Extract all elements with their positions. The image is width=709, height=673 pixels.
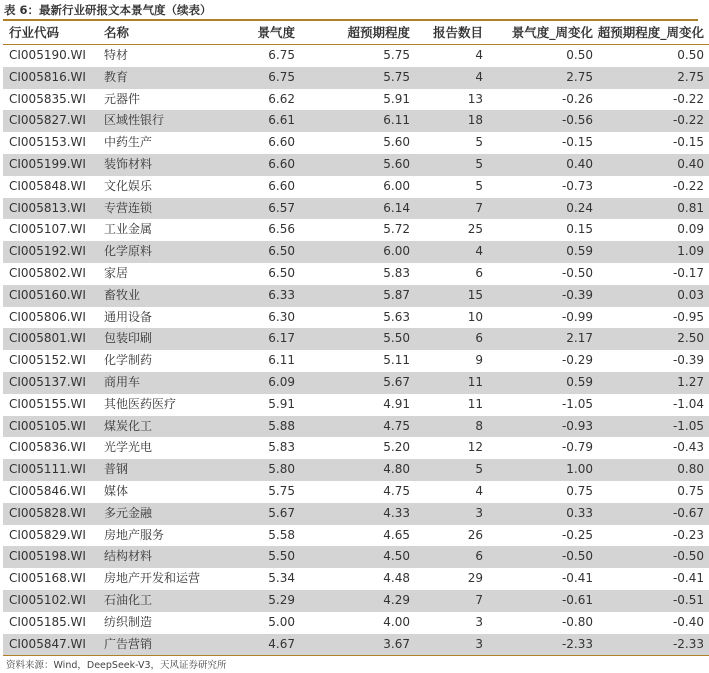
cell-sentiment: 5.75 [268, 483, 295, 498]
table-row [3, 612, 709, 634]
header-name: 名称 [104, 21, 236, 45]
cell-report-count: 18 [410, 110, 483, 132]
cell-sentiment-weekly-change: -0.15 [561, 135, 593, 150]
cell-report-count: 13 [467, 91, 483, 106]
cell-beyond-expectation: 6.00 [295, 241, 410, 263]
cell-beyond-weekly-change: -0.50 [593, 546, 709, 568]
cell-report-count: 11 [410, 372, 483, 394]
table-row [3, 110, 709, 132]
cell-beyond-weekly-change: -1.05 [593, 416, 709, 438]
cell-report-count: 10 [467, 309, 483, 324]
cell-name: 纺织制造 [104, 614, 153, 629]
cell-sentiment-weekly-change: -0.26 [561, 91, 593, 106]
cell-beyond-expectation: 4.00 [383, 614, 410, 629]
cell-report-count: 6 [410, 546, 483, 568]
cell-industry-code: CI005801.WI [3, 328, 104, 350]
cell-name: 通用设备 [104, 309, 153, 324]
cell-report-count: 9 [475, 353, 483, 368]
cell-beyond-expectation: 5.72 [383, 222, 410, 237]
cell-industry-code: CI005137.WI [3, 372, 104, 394]
cell-beyond-expectation: 5.83 [383, 265, 410, 280]
cell-beyond-weekly-change: -0.15 [672, 135, 704, 150]
table-row [3, 394, 709, 416]
cell-industry-code: CI005105.WI [3, 416, 104, 438]
cell-industry-code: CI005829.WI [9, 527, 86, 542]
cell-sentiment-weekly-change: -1.05 [561, 396, 593, 411]
cell-beyond-weekly-change: 2.50 [593, 328, 709, 350]
cell-name: 教育 [104, 67, 236, 89]
cell-name: 结构材料 [104, 546, 236, 568]
cell-beyond-weekly-change: 0.03 [593, 285, 709, 307]
cell-beyond-weekly-change: -0.43 [672, 440, 704, 455]
cell-industry-code: CI005192.WI [3, 241, 104, 263]
cell-report-count: 4 [410, 67, 483, 89]
table-row [3, 568, 709, 590]
table-row [3, 67, 709, 89]
cell-sentiment-weekly-change: -0.39 [483, 285, 593, 307]
cell-name: 区域性银行 [104, 110, 236, 132]
cell-name: 工业金属 [104, 222, 153, 237]
cell-industry-code: CI005107.WI [9, 222, 86, 237]
cell-sentiment: 5.80 [236, 459, 295, 481]
cell-beyond-weekly-change: -0.95 [672, 309, 704, 324]
table-row [3, 328, 709, 350]
cell-sentiment-weekly-change: -0.73 [561, 178, 593, 193]
cell-name: 广告营销 [104, 634, 236, 656]
cell-industry-code: CI005153.WI [9, 135, 86, 150]
cell-report-count: 4 [410, 241, 483, 263]
cell-beyond-weekly-change: -1.04 [672, 396, 704, 411]
cell-sentiment-weekly-change: -0.80 [561, 614, 593, 629]
cell-beyond-weekly-change: -0.23 [672, 527, 704, 542]
cell-name: 房地产服务 [104, 527, 165, 542]
cell-sentiment: 5.91 [268, 396, 295, 411]
cell-sentiment-weekly-change: 2.17 [483, 328, 593, 350]
cell-sentiment: 6.62 [268, 91, 295, 106]
cell-sentiment: 6.60 [268, 135, 295, 150]
cell-beyond-expectation: 5.60 [295, 154, 410, 176]
cell-sentiment: 5.50 [236, 546, 295, 568]
table-row [3, 372, 709, 394]
header-beyond-weekly-change: 超预期程度_周变化 [593, 21, 709, 45]
cell-report-count: 5 [410, 459, 483, 481]
cell-beyond-weekly-change: -0.39 [672, 353, 704, 368]
cell-name: 石油化工 [104, 590, 236, 612]
cell-industry-code: CI005827.WI [3, 110, 104, 132]
cell-industry-code: CI005102.WI [3, 590, 104, 612]
cell-name: 多元金融 [104, 503, 236, 525]
cell-sentiment: 6.30 [268, 309, 295, 324]
cell-sentiment: 6.11 [268, 353, 295, 368]
table-row [3, 459, 709, 481]
cell-sentiment-weekly-change: -0.41 [561, 571, 593, 586]
cell-beyond-expectation: 4.33 [295, 503, 410, 525]
cell-beyond-expectation: 5.20 [383, 440, 410, 455]
cell-report-count: 4 [475, 48, 483, 62]
cell-report-count: 7 [410, 590, 483, 612]
cell-sentiment-weekly-change: 1.00 [483, 459, 593, 481]
cell-report-count: 25 [467, 222, 483, 237]
cell-report-count: 3 [410, 503, 483, 525]
cell-sentiment-weekly-change: 0.40 [483, 154, 593, 176]
cell-industry-code: CI005152.WI [9, 353, 86, 368]
cell-beyond-weekly-change: 0.50 [677, 48, 704, 62]
cell-industry-code: CI005111.WI [3, 459, 104, 481]
cell-beyond-weekly-change: -0.22 [672, 178, 704, 193]
cell-beyond-expectation: 4.75 [383, 483, 410, 498]
cell-beyond-weekly-change: 0.09 [677, 222, 704, 237]
cell-industry-code: CI005802.WI [9, 265, 86, 280]
cell-sentiment: 5.00 [268, 614, 295, 629]
header-sentiment-weekly-change: 景气度_周变化 [483, 21, 593, 45]
table-row [3, 546, 709, 568]
header-beyond-expectation: 超预期程度 [295, 21, 410, 45]
cell-report-count: 12 [467, 440, 483, 455]
table-row [3, 437, 709, 459]
cell-name: 中药生产 [104, 135, 153, 150]
cell-sentiment: 5.88 [236, 416, 295, 438]
cell-beyond-expectation: 5.67 [295, 372, 410, 394]
table-row [3, 89, 709, 111]
cell-name: 房地产开发和运营 [104, 571, 201, 586]
cell-report-count: 5 [410, 154, 483, 176]
cell-report-count: 11 [467, 396, 483, 411]
cell-sentiment-weekly-change: -0.93 [483, 416, 593, 438]
cell-sentiment-weekly-change: -0.79 [561, 440, 593, 455]
table-row [3, 219, 709, 241]
cell-industry-code: CI005847.WI [3, 634, 104, 656]
cell-name: 化学原料 [104, 241, 236, 263]
table-header-row [3, 21, 709, 45]
cell-beyond-weekly-change: -0.17 [672, 265, 704, 280]
cell-name: 装饰材料 [104, 154, 236, 176]
cell-sentiment: 6.33 [236, 285, 295, 307]
cell-sentiment: 6.17 [236, 328, 295, 350]
table-row [3, 350, 709, 372]
cell-sentiment-weekly-change: 0.24 [483, 198, 593, 220]
cell-beyond-expectation: 5.60 [383, 135, 410, 150]
table-row [3, 416, 709, 438]
cell-industry-code: CI005836.WI [9, 440, 86, 455]
cell-beyond-expectation: 6.11 [295, 110, 410, 132]
cell-industry-code: CI005835.WI [9, 91, 86, 106]
cell-name: 文化娱乐 [104, 178, 153, 193]
cell-industry-code: CI005828.WI [3, 503, 104, 525]
cell-name: 普钢 [104, 459, 236, 481]
cell-beyond-weekly-change: -0.41 [672, 571, 704, 586]
cell-sentiment-weekly-change: -0.61 [483, 590, 593, 612]
cell-report-count: 6 [475, 265, 483, 280]
cell-name: 化学制药 [104, 353, 153, 368]
cell-sentiment-weekly-change: 0.50 [566, 48, 593, 62]
cell-beyond-expectation: 6.14 [295, 198, 410, 220]
cell-beyond-weekly-change: 0.81 [593, 198, 709, 220]
cell-beyond-expectation: 5.87 [295, 285, 410, 307]
cell-name: 家居 [104, 265, 129, 280]
cell-industry-code: CI005846.WI [9, 483, 86, 498]
cell-industry-code: CI005185.WI [9, 614, 86, 629]
cell-industry-code: CI005199.WI [3, 154, 104, 176]
cell-name: 其他医药医疗 [104, 396, 177, 411]
cell-industry-code: CI005168.WI [9, 571, 86, 586]
cell-sentiment-weekly-change: -2.33 [483, 634, 593, 656]
table-row [3, 198, 709, 220]
table-row [3, 634, 709, 656]
cell-sentiment-weekly-change: -0.50 [561, 265, 593, 280]
cell-beyond-weekly-change: 0.40 [593, 154, 709, 176]
cell-sentiment-weekly-change: 2.75 [483, 67, 593, 89]
cell-industry-code: CI005806.WI [9, 309, 86, 324]
cell-industry-code: CI005198.WI [3, 546, 104, 568]
cell-sentiment: 6.50 [268, 265, 295, 280]
cell-name: 特材 [104, 48, 129, 62]
cell-sentiment: 4.67 [236, 634, 295, 656]
cell-sentiment-weekly-change: -0.99 [561, 309, 593, 324]
table-row [3, 154, 709, 176]
cell-sentiment-weekly-change: -0.50 [483, 546, 593, 568]
table-row [3, 285, 709, 307]
cell-beyond-expectation: 5.75 [383, 48, 410, 62]
industry-sentiment-table [3, 21, 709, 656]
cell-sentiment: 6.60 [268, 178, 295, 193]
cell-beyond-weekly-change: -0.67 [593, 503, 709, 525]
table-row [3, 590, 709, 612]
cell-report-count: 3 [475, 614, 483, 629]
cell-name: 元器件 [104, 91, 141, 106]
cell-beyond-weekly-change: -0.22 [672, 91, 704, 106]
table-row [3, 481, 709, 503]
cell-beyond-weekly-change: -0.22 [593, 110, 709, 132]
cell-sentiment-weekly-change: 0.59 [483, 372, 593, 394]
cell-report-count: 4 [475, 483, 483, 498]
cell-sentiment-weekly-change: -0.29 [561, 353, 593, 368]
cell-sentiment: 5.83 [268, 440, 295, 455]
cell-beyond-expectation: 4.80 [295, 459, 410, 481]
cell-sentiment-weekly-change: 0.15 [566, 222, 593, 237]
table-row [3, 307, 709, 329]
cell-beyond-expectation: 5.11 [383, 353, 410, 368]
cell-beyond-expectation: 5.75 [295, 67, 410, 89]
cell-sentiment-weekly-change: -0.56 [483, 110, 593, 132]
cell-sentiment: 5.67 [236, 503, 295, 525]
cell-beyond-weekly-change: -0.40 [672, 614, 704, 629]
cell-beyond-expectation: 5.50 [295, 328, 410, 350]
source-note: 资料来源：Wind，DeepSeek-V3，天风证券研究所 [6, 660, 227, 671]
cell-sentiment: 6.56 [268, 222, 295, 237]
table-row [3, 176, 709, 198]
cell-beyond-weekly-change: 0.75 [677, 483, 704, 498]
cell-beyond-expectation: 6.00 [383, 178, 410, 193]
cell-beyond-expectation: 3.67 [295, 634, 410, 656]
cell-sentiment: 6.75 [236, 67, 295, 89]
cell-beyond-expectation: 4.91 [383, 396, 410, 411]
table-row [3, 263, 709, 285]
cell-beyond-expectation: 4.29 [295, 590, 410, 612]
cell-report-count: 29 [467, 571, 483, 586]
cell-sentiment: 5.29 [236, 590, 295, 612]
table-row [3, 241, 709, 263]
cell-beyond-expectation: 5.91 [383, 91, 410, 106]
cell-name: 媒体 [104, 483, 129, 498]
cell-sentiment: 6.50 [236, 241, 295, 263]
cell-beyond-expectation: 4.75 [295, 416, 410, 438]
cell-industry-code: CI005190.WI [9, 48, 86, 62]
cell-sentiment: 5.58 [268, 527, 295, 542]
cell-name: 包装印刷 [104, 328, 236, 350]
table-row [3, 45, 709, 67]
cell-report-count: 7 [410, 198, 483, 220]
cell-name: 光学光电 [104, 440, 153, 455]
cell-name: 煤炭化工 [104, 416, 236, 438]
cell-sentiment: 5.34 [268, 571, 295, 586]
cell-sentiment: 6.75 [268, 48, 295, 62]
cell-beyond-expectation: 5.63 [383, 309, 410, 324]
cell-report-count: 8 [410, 416, 483, 438]
table-row [3, 503, 709, 525]
cell-sentiment-weekly-change: 0.75 [566, 483, 593, 498]
cell-name: 专营连锁 [104, 198, 236, 220]
cell-industry-code: CI005848.WI [9, 178, 86, 193]
cell-beyond-expectation: 4.48 [383, 571, 410, 586]
header-report-count: 报告数目 [410, 21, 483, 45]
header-sentiment: 景气度 [236, 21, 295, 45]
cell-beyond-weekly-change: 0.80 [593, 459, 709, 481]
cell-beyond-expectation: 4.65 [383, 527, 410, 542]
table-body [3, 45, 709, 656]
cell-report-count: 3 [410, 634, 483, 656]
cell-name: 畜牧业 [104, 285, 236, 307]
table-caption: 表 6：最新行业研报文本景气度（续表） [4, 3, 212, 17]
cell-beyond-weekly-change: -2.33 [593, 634, 709, 656]
cell-beyond-weekly-change: 1.27 [593, 372, 709, 394]
cell-industry-code: CI005816.WI [3, 67, 104, 89]
header-industry-code: 行业代码 [3, 21, 104, 45]
cell-name: 商用车 [104, 372, 236, 394]
cell-beyond-weekly-change: 1.09 [593, 241, 709, 263]
cell-sentiment-weekly-change: 0.59 [483, 241, 593, 263]
cell-beyond-weekly-change: -0.51 [593, 590, 709, 612]
cell-sentiment-weekly-change: -0.25 [561, 527, 593, 542]
cell-beyond-weekly-change: 2.75 [593, 67, 709, 89]
cell-industry-code: CI005813.WI [3, 198, 104, 220]
cell-sentiment-weekly-change: 0.33 [483, 503, 593, 525]
cell-sentiment: 6.61 [236, 110, 295, 132]
cell-report-count: 6 [410, 328, 483, 350]
cell-beyond-expectation: 4.50 [295, 546, 410, 568]
cell-industry-code: CI005155.WI [9, 396, 86, 411]
cell-report-count: 15 [410, 285, 483, 307]
cell-report-count: 5 [475, 178, 483, 193]
cell-report-count: 26 [467, 527, 483, 542]
table-row [3, 132, 709, 154]
cell-report-count: 5 [475, 135, 483, 150]
cell-sentiment: 6.57 [236, 198, 295, 220]
cell-sentiment: 6.09 [236, 372, 295, 394]
cell-sentiment: 6.60 [236, 154, 295, 176]
cell-industry-code: CI005160.WI [3, 285, 104, 307]
table-row [3, 525, 709, 547]
